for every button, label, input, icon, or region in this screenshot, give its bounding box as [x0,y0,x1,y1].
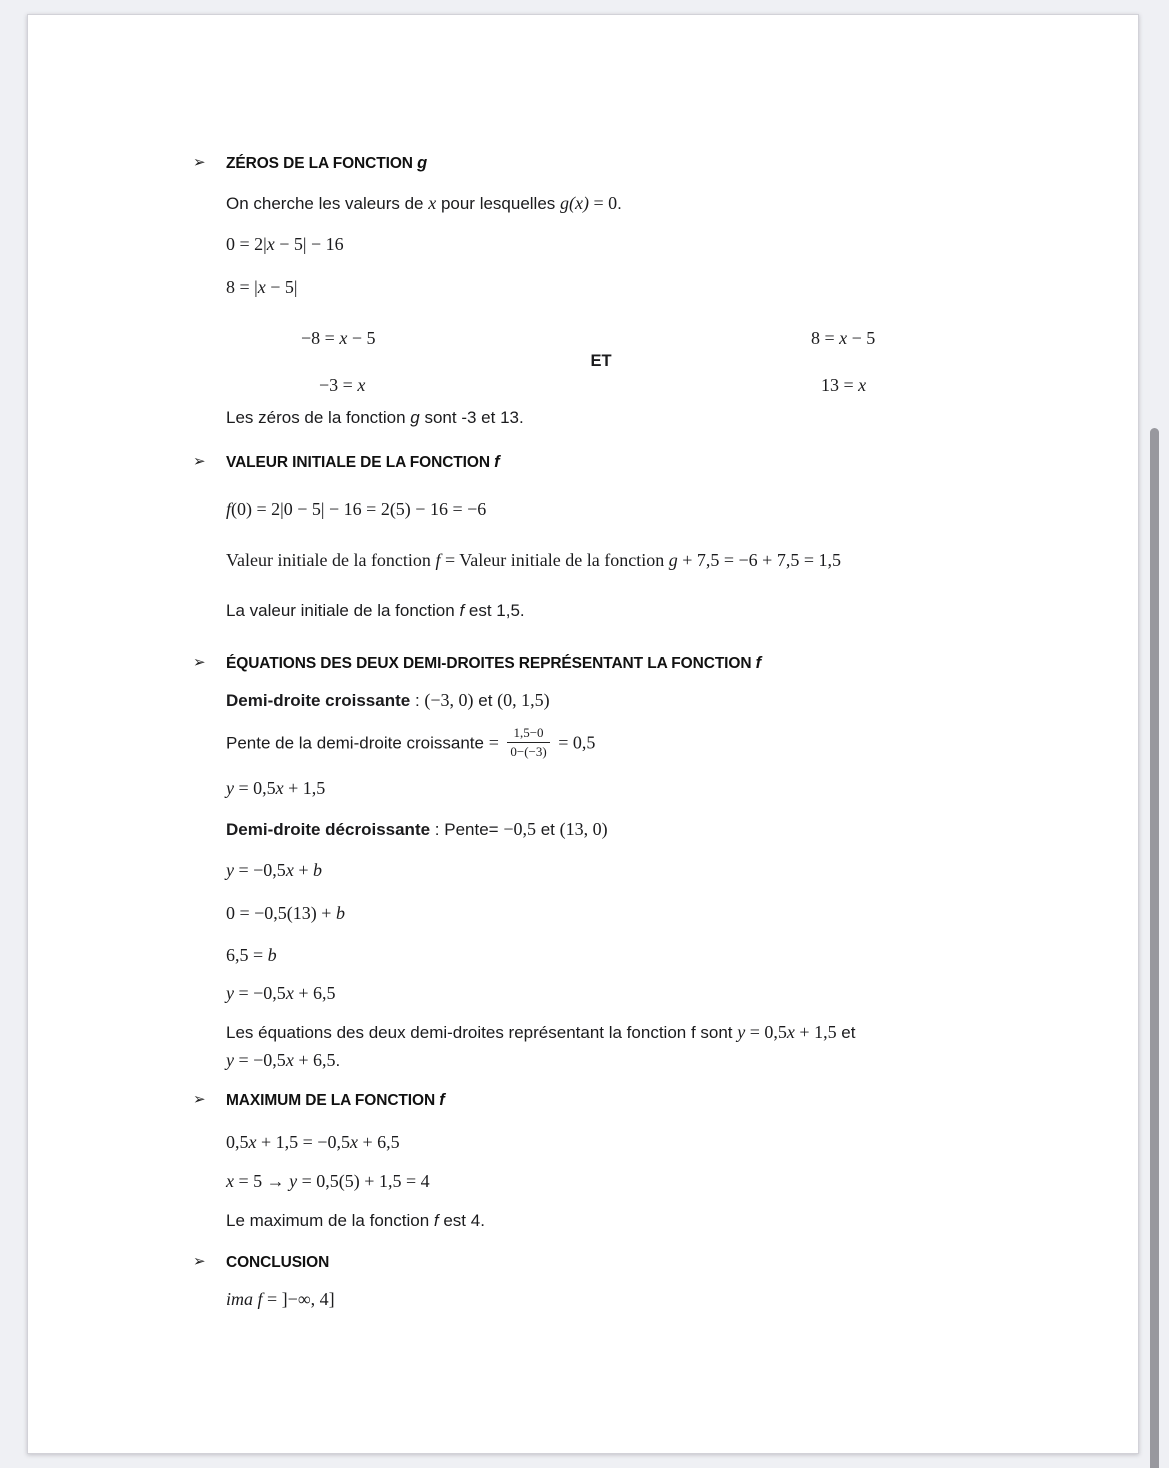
text-segment: y [289,1171,298,1192]
equation-case-right-1 [811,327,875,350]
text-segment: −8 = [301,328,340,348]
text-segment: est 4. [438,1211,485,1231]
text-segment: f [433,1211,439,1231]
equation-zeros-2 [226,276,1098,299]
text-segment: − 5| [265,277,298,297]
text-segment: + 1,5 [283,778,326,799]
text-segment: x [786,1022,795,1043]
text-segment: y [226,860,234,881]
text-segment: y [226,983,234,1004]
arrow-bullet-icon: ➢ [193,453,206,470]
text-segment: (−3, 0) [424,690,474,710]
document-content [28,15,1138,1311]
text-segment: . [335,1051,341,1071]
paragraph-valeur-result [226,600,1098,622]
text-segment: = ]−∞, 4] [262,1289,335,1310]
equation-valeur-initiale [226,549,1098,572]
text-segment: Pente de la demi-droite croissante [226,733,489,753]
text-segment: Le maximum de la fonction [226,1211,434,1231]
text-segment: x [858,375,867,395]
equation-case-left-2 [319,376,365,395]
document-page [27,14,1139,1454]
equation-droite-croissante [226,777,1098,800]
case-row-2 [226,374,1098,397]
heading-maximum-text [226,1092,445,1109]
text-segment: On cherche les valeurs de [226,194,429,213]
text-segment: x [339,328,348,348]
text-segment: + [293,860,313,881]
text-segment: pour lesquelles [436,194,561,213]
text-segment: x [839,328,848,348]
text-segment: x [428,193,437,213]
text-segment: = 0 [589,193,618,213]
heading-maximum [193,1090,1098,1111]
text-segment: x [357,375,366,395]
text-segment: et [836,1023,856,1043]
text-segment: = 0,5 [745,1022,787,1043]
paragraph-equations-result-2 [226,1049,1098,1072]
text-segment: y [226,778,234,799]
text-segment: g(x) [560,193,590,213]
text-segment: = 5 → [234,1171,290,1192]
text-segment: = [488,732,504,753]
text-segment: ima f [226,1289,263,1310]
text-segment: (0, 1,5) [497,690,550,710]
text-segment: 13 = [821,375,859,395]
text-segment: + 7,5 = −6 + 7,5 = 1,5 [677,550,841,570]
text-segment: x [248,1132,257,1153]
text-segment: (0) = 2|0 − 5| − 16 = 2(5) − 16 = −6 [231,499,487,519]
text-segment: f [459,601,465,620]
text-segment: y [737,1022,746,1043]
text-segment: f [435,550,441,570]
paragraph-zeros-result [226,407,1098,429]
arrow-bullet-icon: ➢ [193,654,206,671]
text-segment: g [668,550,678,570]
text-segment: . [617,194,622,213]
equation-f0 [226,498,1098,521]
equation-pente [226,725,1098,763]
text-segment: x [285,983,294,1004]
paragraph-decroissante [226,818,1098,841]
equation-b-1 [226,859,1098,882]
equation-case-right-2 [821,374,866,397]
text-segment: et [535,820,560,840]
text-segment: = −0,5 [234,1050,286,1071]
heading-valeur-text [226,454,500,471]
equation-image-f [226,1288,1098,1311]
text-segment: Valeur initiale de la fonction [226,550,436,570]
text-segment: g [410,408,420,427]
text-segment: x [266,234,275,254]
heading-equations [193,653,1098,674]
paragraph-croissante [226,689,1098,712]
text-segment: ZÉROS DE LA FONCTION [226,155,418,172]
text-segment: + 6,5 [357,1132,400,1153]
paragraph-maximum-result [226,1210,1098,1232]
text-segment: x [257,277,266,297]
text-segment: f [226,499,232,519]
heading-zeros-text [226,155,427,172]
text-segment: : Pente= [430,820,504,840]
text-segment: (13, 0) [559,819,608,840]
heading-valeur [193,452,1098,473]
text-segment: Les équations des deux demi-droites représentant la fonction f sont [226,1023,738,1043]
arrow-bullet-icon: ➢ [193,154,206,171]
text-segment: 0,5 [226,1132,249,1153]
fraction: $\frac{1,5-0}{0-(-3)}$ [507,725,549,759]
text-segment: Les zéros de la fonction [226,408,411,427]
heading-conclusion [193,1253,1098,1273]
text-segment: = Valeur initiale de la fonction [440,550,669,570]
text-segment: b [267,945,277,966]
equation-max-1 [226,1131,1098,1154]
heading-zeros [193,153,1098,174]
text-segment: 0 = 2| [226,234,267,254]
text-segment: − 5 [847,328,876,348]
text-segment: + 1,5 [794,1022,837,1043]
text-segment: La valeur initiale de la fonction [226,601,460,620]
heading-equations-text [226,655,761,672]
equation-max-2 [226,1170,1098,1193]
scrollbar-thumb[interactable] [1150,428,1159,1468]
text-segment: 0 = −0,5(13) + [226,903,336,924]
text-segment: CONCLUSION [226,1254,330,1272]
text-segment: −0,5 [503,819,536,840]
text-segment: x [226,1171,234,1192]
text-segment: = 0,5(5) + 1,5 = 4 [297,1171,430,1192]
text-segment: g [417,154,428,172]
equation-b-2 [226,902,1098,925]
text-segment: + 6,5 [293,1050,336,1071]
text-segment: est 1,5. [464,601,525,620]
text-segment: x [285,860,294,881]
text-segment: x [285,1050,294,1071]
paragraph-intro-zeros [226,192,1098,215]
text-segment: y [226,1050,234,1071]
text-segment: 8 = | [226,277,258,297]
text-segment: MAXIMUM DE LA FONCTION [226,1092,440,1110]
text-segment: f [494,453,500,471]
text-segment: et [473,691,498,710]
equation-b-3 [226,944,1098,967]
text-segment: − 5| − 16 [274,234,344,254]
text-segment: f [755,654,762,672]
text-segment: + 6,5 [293,983,336,1004]
text-segment: x [275,778,284,799]
arrow-bullet-icon: ➢ [193,1253,206,1271]
paragraph-equations-result-1 [226,1021,1098,1044]
case-row-1 [226,327,1098,350]
text-segment: + 1,5 = −0,5 [256,1132,350,1153]
text-segment: = −0,5 [234,983,286,1004]
text-segment: Demi-droite décroissante [226,820,431,840]
text-segment: sont -3 et 13. [419,408,524,427]
text-segment: b [312,860,322,881]
heading-conclusion-text [226,1254,329,1271]
text-segment: = −0,5 [234,860,286,881]
et-label: ET [590,352,612,370]
text-segment: − 5 [347,328,376,348]
text-segment: : [410,691,425,710]
equation-case-left-1 [301,329,375,348]
equation-droite-decroissante [226,982,1098,1005]
arrow-bullet-icon: ➢ [193,1091,206,1109]
text-segment: x [349,1132,358,1153]
text-segment: f [439,1091,445,1110]
text-segment: ÉQUATIONS DES DEUX DEMI-DROITES REPRÉSENTANT LA FONCTION [226,655,756,672]
text-segment: = 0,5 [234,778,276,799]
text-segment: 8 = [811,328,840,348]
text-segment: b [335,903,345,924]
text-segment: 6,5 = [226,945,268,966]
text-segment: VALEUR INITIALE DE LA FONCTION [226,454,495,471]
equation-zeros-1 [226,233,1098,256]
text-segment: Demi-droite croissante [226,691,411,710]
text-segment: −3 = [319,375,358,395]
text-segment: = 0,5 [553,732,596,753]
